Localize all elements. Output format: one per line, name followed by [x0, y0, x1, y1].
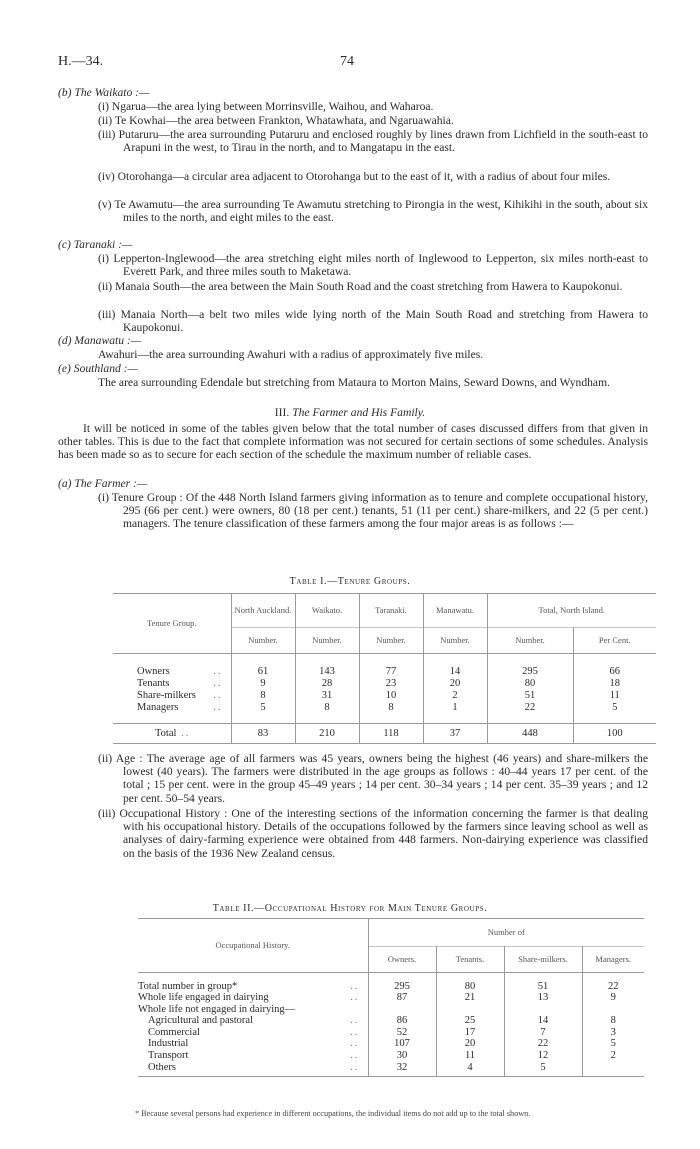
- table1-row: [113, 666, 656, 678]
- table2-cell: [582, 1004, 644, 1016]
- page-header: [58, 55, 648, 71]
- table2-row: [138, 1050, 644, 1062]
- table1-cell: 10: [359, 690, 423, 702]
- table2-row: [138, 981, 644, 993]
- table2-cell: 2: [582, 1050, 644, 1062]
- southland-text: [98, 376, 648, 389]
- occupational-paragraph: (iii) Occupational History : One of the interesting sections of the information concerning the farmer is that dealing with his occupational history. Details of the occupations followed by the farmers since leaving school as well as analyses of dairy-farming experience were obtained from 448 farmers. Non-dairying experience was classified on the basis of the 1936 New Zealand census.: [98, 807, 648, 860]
- table2-caption: Table II.—Occupational History for Main Tenure Groups.: [212, 903, 488, 914]
- table1-total-cell: 210: [295, 724, 359, 744]
- table2-col-header: Share-milkers.: [504, 947, 582, 973]
- table2-row-label-cell: [138, 1038, 368, 1050]
- table1-cell: 23: [359, 678, 423, 690]
- table2-col-header: Owners.: [368, 947, 436, 973]
- taranaki-area-item: (ii) Manaia South—the area between the Main South Road and the coast stretching from Hawera to Kaupokonui.: [98, 280, 623, 293]
- table2-row-label-cell: [138, 1050, 368, 1062]
- table1-area-header: North Auckland.: [231, 594, 295, 628]
- table1-cell: 5: [573, 702, 656, 714]
- table2-row-label: Transport: [148, 1050, 189, 1062]
- table1-row: [113, 678, 656, 690]
- table1-row-label: Share-milkers: [137, 689, 196, 701]
- table2-cell: 107: [368, 1038, 436, 1050]
- table1-total-cell: 37: [423, 724, 487, 744]
- table1-total-cell: 448: [487, 724, 573, 744]
- waikato-area-item: (v) Te Awamutu—the area surrounding Te Awamutu stretching to Pirongia in the west, Kihikihi in the south, about six miles to the north, and eight miles to the east.: [98, 198, 648, 225]
- table2-cell: [582, 1062, 644, 1074]
- leader-dots: ..: [350, 1050, 360, 1062]
- table2-row-label: Whole life engaged in dairying: [138, 992, 269, 1004]
- table1-caption: Table I.—Tenure Groups.: [289, 576, 411, 587]
- leader-dots: ..: [350, 992, 360, 1004]
- table1-sub-header: Number.: [359, 628, 423, 654]
- table2-cell: 87: [368, 992, 436, 1004]
- table1-total-label: Total ..: [155, 727, 191, 739]
- table1-cell: 22: [487, 702, 573, 714]
- table2-group-header: Occupational History.: [215, 939, 290, 950]
- section-heading: [0, 406, 700, 419]
- table1-sub-header: Number.: [231, 628, 295, 654]
- table1-row-label-cell: [113, 702, 231, 714]
- table1-sub-header: Per Cent.: [573, 628, 656, 654]
- table2-row-label: Total number in group*: [138, 980, 238, 992]
- table2-row-label-cell: [138, 1004, 368, 1016]
- table1-area-header: Taranaki.: [359, 594, 423, 628]
- table-occupational-history: [138, 918, 644, 1077]
- leader-dots: ..: [213, 665, 223, 677]
- table1-cell: 143: [295, 666, 359, 678]
- southland-text-content: The area surrounding Edendale but stretching from Mataura to Morton Mains, Seward Downs, and Wyndham.: [98, 376, 610, 389]
- table2-number-of: Number of: [368, 919, 644, 947]
- table2-row-label-cell: [138, 1015, 368, 1027]
- table1-row-label-cell: [113, 678, 231, 690]
- waikato-area-item: (i) Ngarua—the area lying between Morrinsville, Waihou, and Waharoa.: [98, 100, 434, 113]
- table1-cell: 14: [423, 666, 487, 678]
- section-intro: It will be noticed in some of the tables given below that the total number of cases discussed differs from that given in other tables. This is due to the fact that complete information was not secured for certain sections of some schedules. Analysis has been made so as to secure for each section of the schedule the maximum number of reliable cases.: [58, 422, 648, 462]
- manawatu-label: (d) Manawatu :—: [58, 334, 142, 347]
- table2-row: [138, 1015, 644, 1027]
- table2-footnote: * Because several persons had experience in different occupations, the individual items do not add up to the total shown.: [135, 1109, 531, 1118]
- table1-cell: 8: [359, 702, 423, 714]
- waikato-area-item: (iv) Otorohanga—a circular area adjacent to Otorohanga but to the east of it, with a radius of about four miles.: [98, 170, 611, 183]
- table2-cell: 30: [368, 1050, 436, 1062]
- table2-cell: 52: [368, 1027, 436, 1039]
- table2-row-label: Industrial: [148, 1038, 189, 1050]
- table1-row: [113, 690, 656, 702]
- table2-row: [138, 1062, 644, 1074]
- table2-cell: 12: [504, 1050, 582, 1062]
- table2-cell: 22: [504, 1038, 582, 1050]
- leader-dots: ..: [350, 1038, 360, 1050]
- table2-cell: 9: [582, 992, 644, 1004]
- table2-cell: 13: [504, 992, 582, 1004]
- table1-total-cell: 83: [231, 724, 295, 744]
- table1-cell: 61: [231, 666, 295, 678]
- table1-cell: 20: [423, 678, 487, 690]
- table1-cell: 31: [295, 690, 359, 702]
- waikato-area-item: (ii) Te Kowhai—the area between Frankton, Whatawhata, and Ngaruawahia.: [98, 114, 454, 127]
- waikato-label: (b) The Waikato :—: [58, 86, 150, 99]
- table1-row-label: Owners: [137, 665, 170, 677]
- table1-cell: 66: [573, 666, 656, 678]
- table1-cell: 5: [231, 702, 295, 714]
- table2-cell: [436, 1004, 504, 1016]
- table1-cell: 18: [573, 678, 656, 690]
- table2-cell: 20: [436, 1038, 504, 1050]
- table2-col-header: Managers.: [582, 947, 644, 973]
- leader-dots: ..: [213, 701, 223, 713]
- table2-row: [138, 1004, 644, 1016]
- table1-sub-header: Number.: [423, 628, 487, 654]
- taranaki-area-item: (iii) Manaia North—a belt two miles wide lying north of the Main South Road and stretching from Hawera to Kaupokonui.: [98, 308, 648, 335]
- table2-cell: 21: [436, 992, 504, 1004]
- table2-cell: 86: [368, 1015, 436, 1027]
- table2-cell: 8: [582, 1015, 644, 1027]
- table2-cell: 295: [368, 981, 436, 993]
- manawatu-text: Awahuri—the area surrounding Awahuri with a radius of approximately five miles.: [98, 348, 484, 361]
- table1-group-header: Tenure Group.: [147, 617, 197, 628]
- waikato-area-item: (iii) Putaruru—the area surrounding Putaruru and enclosed roughly by lines drawn from Lichfield in the south-east to Arapuni in the west, to Tirau in the north, and to Mangatapu in the east.: [98, 128, 648, 155]
- table2-cell: [368, 1004, 436, 1016]
- leader-dots: ..: [350, 1015, 360, 1027]
- table2-cell: 51: [504, 981, 582, 993]
- table2-row: [138, 1038, 644, 1050]
- leader-dots: ..: [213, 689, 223, 701]
- table1-cell: 1: [423, 702, 487, 714]
- farmer-label: (a) The Farmer :—: [58, 477, 148, 490]
- table1-cell: 295: [487, 666, 573, 678]
- table1-area-header: Total, North Island.: [487, 594, 656, 628]
- taranaki-label: (c) Taranaki :—: [58, 238, 133, 251]
- table1-cell: 51: [487, 690, 573, 702]
- taranaki-area-item: (i) Lepperton-Inglewood—the area stretching eight miles north of Inglewood to Lepperton, six miles north-east to Everett Park, and three miles south to Maketawa.: [98, 252, 648, 279]
- table2-row: [138, 1027, 644, 1039]
- table1-cell: 11: [573, 690, 656, 702]
- leader-dots: ..: [213, 677, 223, 689]
- table2-row-label-cell: [138, 981, 368, 993]
- section-number: III.: [274, 406, 290, 419]
- table2-cell: 3: [582, 1027, 644, 1039]
- table2-cell: 14: [504, 1015, 582, 1027]
- section-title: The Farmer and His Family.: [292, 406, 426, 419]
- table1-row-label: Managers: [137, 701, 179, 713]
- table2-row-label: Agricultural and pastoral: [148, 1015, 253, 1027]
- age-paragraph: (ii) Age : The average age of all farmers was 45 years, owners being the highest (46 years) and share-milkers the lowest (40 years). The farmers were distributed in the age groups as follows : 40–44 years 17 per cent. of the total ; 15 per cent. were in the group 45–49 years ; 14 per cent. 30–34 years ; 14 per cent. 35–39 years ; and 12 per cent. 50–54 years.: [98, 752, 648, 805]
- table2-row-label: Whole life not engaged in dairying—: [138, 1003, 296, 1015]
- table-tenure-groups: [113, 593, 656, 744]
- table2-row-label-cell: [138, 992, 368, 1004]
- table2-col-header: Tenants.: [436, 947, 504, 973]
- southland-label: (e) Southland :—: [58, 362, 138, 375]
- table1-row-label-cell: [113, 690, 231, 702]
- table2-row-label: Others: [148, 1061, 176, 1073]
- table2-row-label-cell: [138, 1027, 368, 1039]
- table1-cell: 80: [487, 678, 573, 690]
- table1-row-label: Tenants: [137, 677, 170, 689]
- table1-cell: 9: [231, 678, 295, 690]
- report-reference: H.—34.: [58, 54, 104, 69]
- table2-cell: 7: [504, 1027, 582, 1039]
- table1-sub-header: Number.: [487, 628, 573, 654]
- table1-cell: 8: [231, 690, 295, 702]
- table1-area-header: Waikato.: [295, 594, 359, 628]
- table2-cell: 4: [436, 1062, 504, 1074]
- tenure-paragraph: (i) Tenure Group : Of the 448 North Island farmers giving information as to tenure and complete occupational history, 295 (66 per cent.) were owners, 80 (18 per cent.) tenants, 51 (11 per cent.) share-milkers, and 22 (5 per cent.) managers. The tenure classification of these farmers among the four major areas is as follows :—: [98, 491, 648, 531]
- table2-cell: 32: [368, 1062, 436, 1074]
- table2-row-label: Commercial: [148, 1026, 200, 1038]
- table2-cell: [504, 1004, 582, 1016]
- table2-cell: 5: [504, 1062, 582, 1074]
- table1-total-cell: 118: [359, 724, 423, 744]
- table2-cell: 80: [436, 981, 504, 993]
- leader-dots: ..: [350, 980, 360, 992]
- table2-row-label-cell: [138, 1062, 368, 1074]
- leader-dots: ..: [350, 1061, 360, 1073]
- table2-cell: 22: [582, 981, 644, 993]
- table1-area-header: Manawatu.: [423, 594, 487, 628]
- table2-cell: 17: [436, 1027, 504, 1039]
- table2-cell: 5: [582, 1038, 644, 1050]
- table1-sub-header: Number.: [295, 628, 359, 654]
- table1-total-text: Total: [155, 727, 177, 739]
- table1-row: [113, 702, 656, 714]
- table1-cell: 28: [295, 678, 359, 690]
- table1-total-cell: 100: [573, 724, 656, 744]
- table2-row: [138, 992, 644, 1004]
- table1-cell: 77: [359, 666, 423, 678]
- page-number: 74: [340, 54, 354, 69]
- table2-cell: 25: [436, 1015, 504, 1027]
- table2-cell: 11: [436, 1050, 504, 1062]
- leader-dots: ..: [350, 1026, 360, 1038]
- table1-cell: 2: [423, 690, 487, 702]
- table1-cell: 8: [295, 702, 359, 714]
- table1-row-label-cell: [113, 666, 231, 678]
